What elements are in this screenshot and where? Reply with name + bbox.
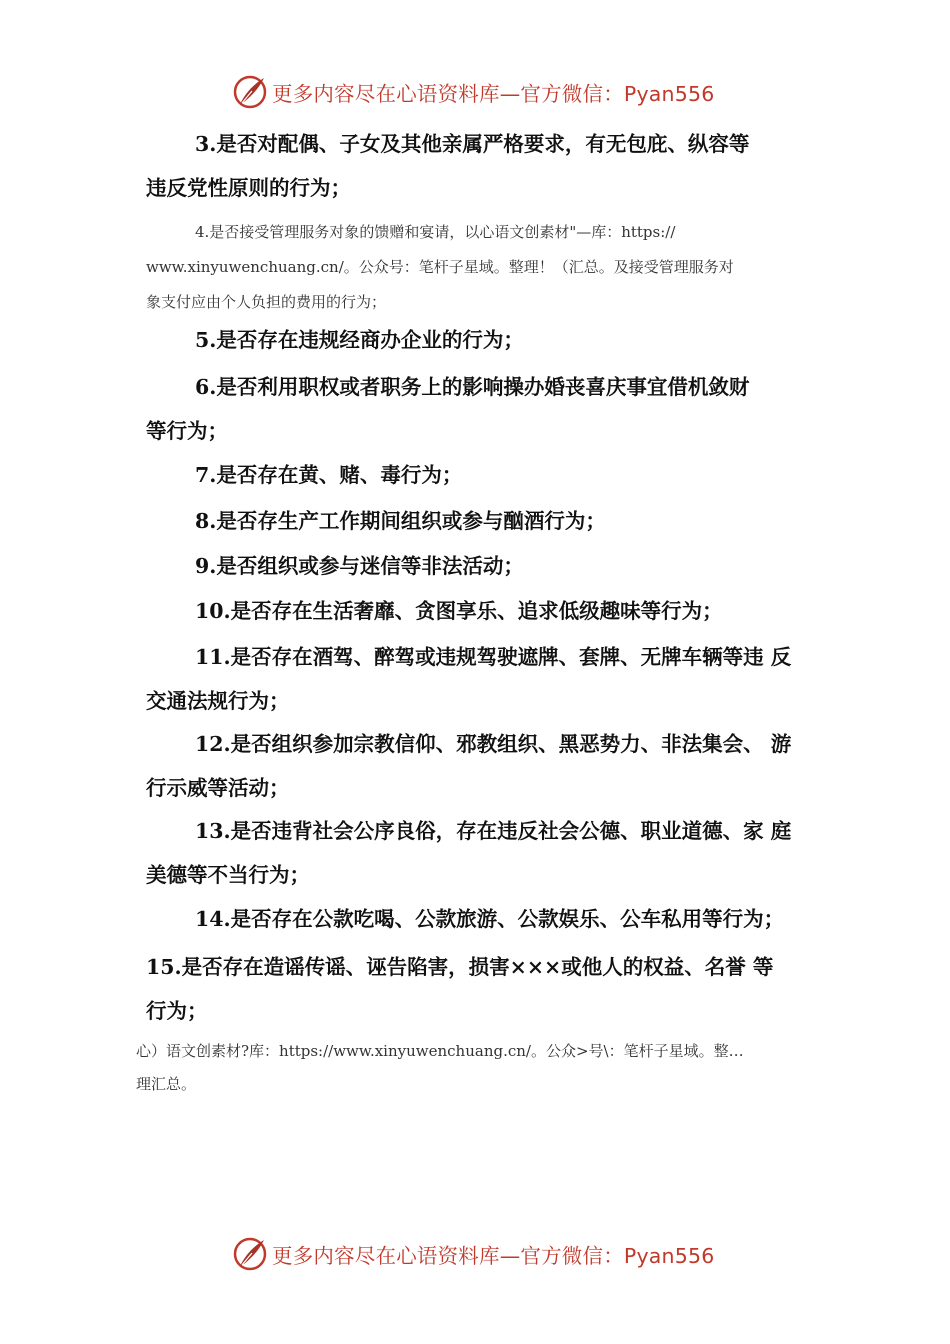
item-4-line-3: 象支付应由个人负担的费用的行为； [146,293,387,311]
item-12-line-2: 行示威等活动； [146,776,290,800]
quill-pen-logo-icon [232,1236,268,1272]
footer-banner-text: 更多内容尽在心语资料库—官方微信：Pyan556 [272,1244,715,1268]
footer-banner [232,1236,752,1272]
header-banner [232,74,752,110]
item-15-line-2: 行为； [146,999,208,1023]
item-12-line-1: 12.是否组织参加宗教信仰、邪教组织、黑恶势力、非法集会、 游 [195,732,792,756]
item-4-line-1: 4.是否接受管理服务对象的馈赠和宴请，以心语文创素材"—库：https:// [195,223,676,241]
item-13-line-2: 美德等不当行为； [146,863,310,887]
item-5-line-1: 5.是否存在违规经商办企业的行为； [195,328,524,352]
item-10-line-1: 10.是否存在生活奢靡、贪图享乐、追求低级趣味等行为； [195,599,723,623]
item-11-line-1: 11.是否存在酒驾、醉驾或违规驾驶遮牌、套牌、无牌车辆等违 反 [195,645,792,669]
item-11-line-2: 交通法规行为； [146,689,290,713]
source-note-line-1: 心）语文创素材?库：https://www.xinyuwenchuang.cn/。公众>号\：笔杆子星域。整… [136,1042,744,1060]
item-14-line-1: 14.是否存在公款吃喝、公款旅游、公款娱乐、公车私用等行为； [195,907,785,931]
item-8-line-1: 8.是否存生产工作期间组织或参与酗酒行为； [195,509,606,533]
item-3-line-1: 3.是否对配偶、子女及其他亲属严格要求，有无包庇、纵容等 [195,132,750,156]
item-6-line-2: 等行为； [146,419,228,443]
item-9-line-1: 9.是否组织或参与迷信等非法活动； [195,554,524,578]
item-6-line-1: 6.是否利用职权或者职务上的影响操办婚丧喜庆事宜借机敛财 [195,375,750,399]
quill-pen-logo-icon [232,74,268,110]
item-3-line-2: 违反党性原则的行为； [146,176,351,200]
source-note-line-2: 理汇总。 [136,1075,197,1093]
header-banner-text: 更多内容尽在心语资料库—官方微信：Pyan556 [272,82,715,106]
item-15-line-1: 15.是否存在造谣传谣、诬告陷害，损害×××或他人的权益、名誉 等 [146,955,774,979]
item-13-line-1: 13.是否违背社会公序良俗，存在违反社会公德、职业道德、家 庭 [195,819,792,843]
item-4-line-2: www.xinyuwenchuang.cn/。公众号：笔杆子星域。整理！（汇总。及接受管理服务对 [146,258,734,276]
item-7-line-1: 7.是否存在黄、赌、毒行为； [195,463,463,487]
